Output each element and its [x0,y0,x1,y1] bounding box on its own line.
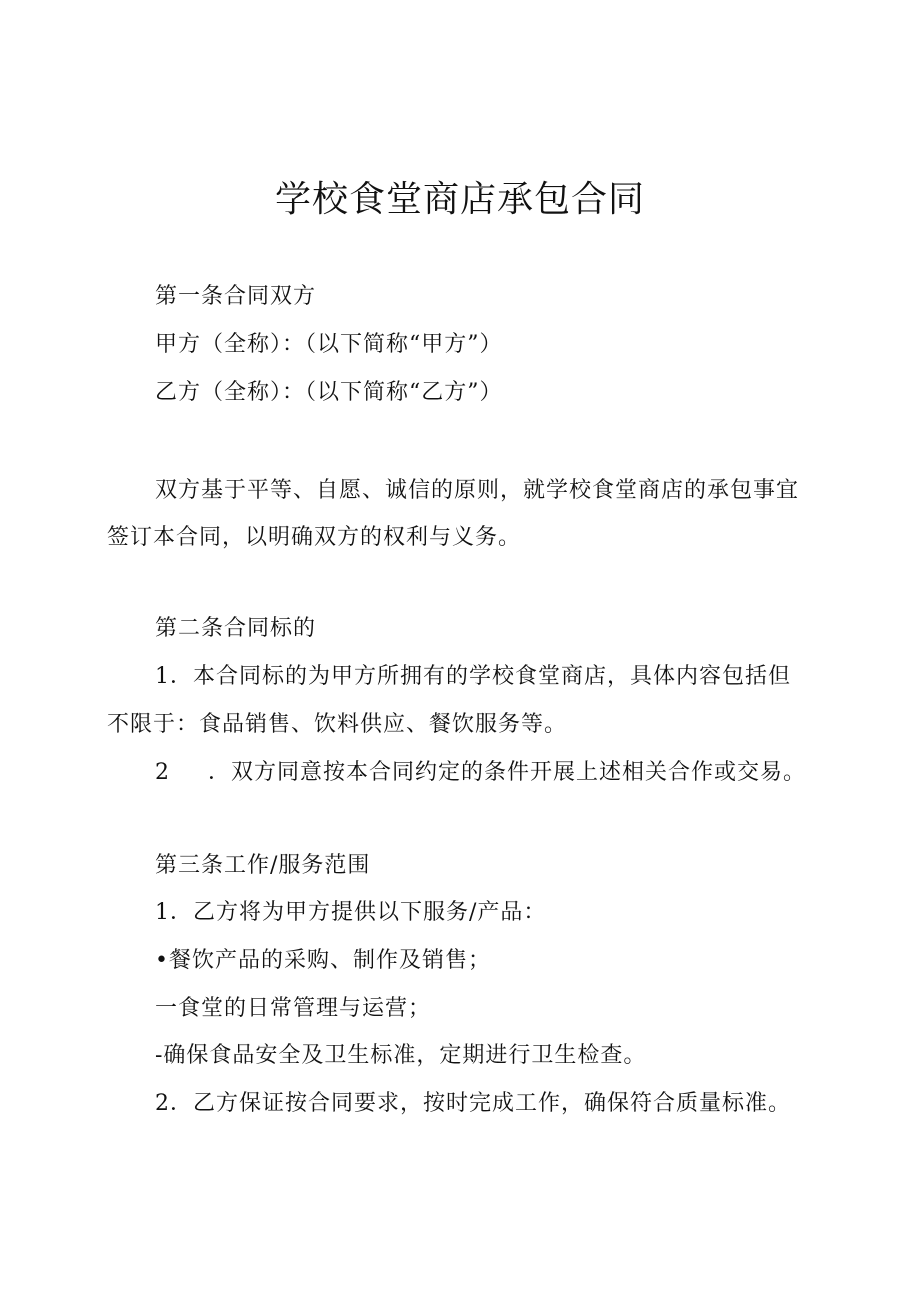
section3-item2: 2．乙方保证按合同要求，按时完成工作，确保符合质量标准。 [155,1091,791,1116]
preamble-line-1: 双方基于平等、自愿、诚信的原则，就学校食堂商店的承包事宜 [155,478,800,503]
preamble-line-2: 签订本合同，以明确双方的权利与义务。 [107,525,522,550]
section2-item2 [155,758,806,788]
section2-item2-text: ．双方同意按本合同约定的条件开展上述相关合作或交易。 [208,760,807,785]
party-b-line: 乙方（全称）：（以下简称“乙方”） [155,380,503,405]
section3-bullet1: •餐饮产品的采购、制作及销售； [155,948,491,973]
section3-heading: 第三条工作/服务范围 [155,853,371,878]
section3-bullet2: 一食堂的日常管理与运营； [155,996,432,1021]
section2-item2-number: 2 [155,760,170,785]
section2-item1-line2: 不限于：食品销售、饮料供应、餐饮服务等。 [107,712,568,737]
party-a-line: 甲方（全称）：（以下简称“甲方”） [155,332,503,357]
page-title: 学校食堂商店承包合同 [274,179,645,220]
section2-item1-line1: 1．本合同标的为甲方所拥有的学校食堂商店，具体内容包括但 [155,664,791,689]
section3-item1: 1．乙方将为甲方提供以下服务/产品： [155,900,547,925]
section3-bullet3: -确保食品安全及卫生标准，定期进行卫生检查。 [155,1043,647,1068]
section1-heading: 第一条合同双方 [155,284,317,309]
section2-heading: 第二条合同标的 [155,616,317,641]
